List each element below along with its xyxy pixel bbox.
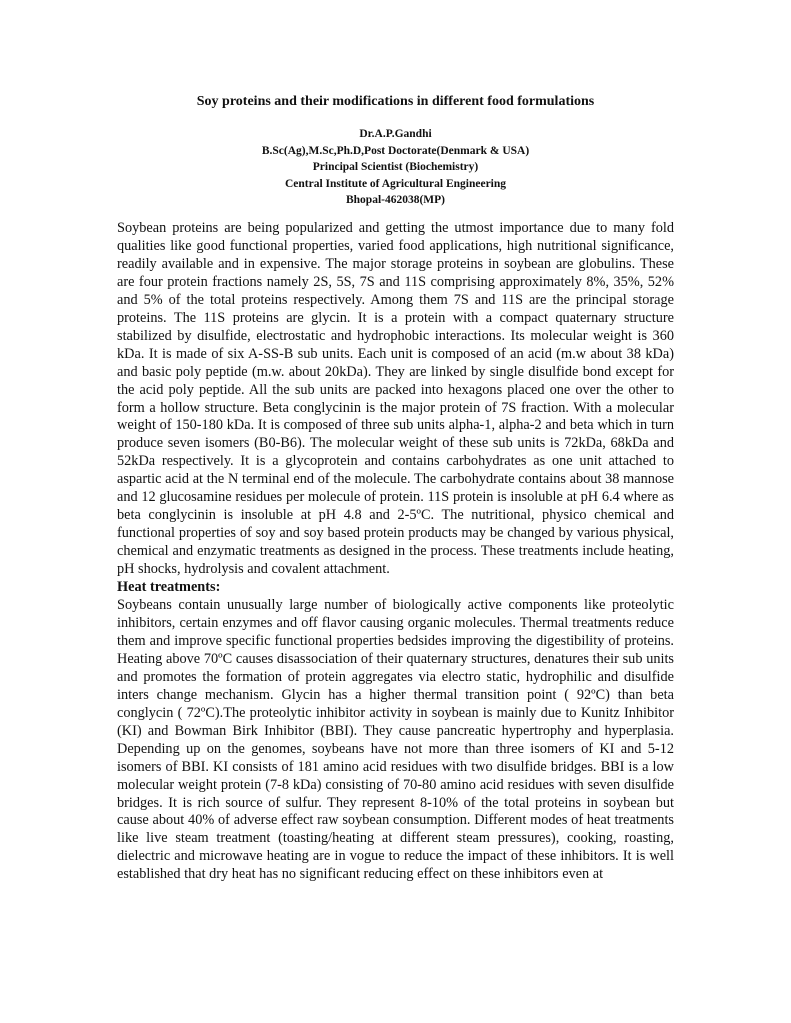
document-title: Soy proteins and their modifications in different food formulations bbox=[196, 94, 595, 109]
author-block bbox=[0, 126, 791, 209]
author-location: Bhopal-462038(MP) bbox=[345, 194, 446, 206]
body-text bbox=[117, 220, 674, 884]
author-position: Principal Scientist (Biochemistry) bbox=[312, 161, 479, 173]
section-paragraph: Soybeans contain unusually large number of biologically active components like proteolytic inhibitors, certain enzymes and off flavor causing organic molecules. Thermal treatments reduce them and improve specific functional properties bedsides improving the digestibility of proteins. Heating above 70ºC causes disassociation of their quaternary structures, denatures their sub units and promotes the formation of protein aggregates via electro static, hydrophilic and disulfide inters change mechanism. Glycin has a higher thermal transition point ( 92ºC) than beta conglycin ( 72ºC).The proteolytic inhibitor activity in soybean is mainly due to Kunitz Inhibitor (KI) and Bowman Birk Inhibitor (BBI). They cause pancreatic hypertrophy and hyperplasia. Depending up on the genomes, soybeans have not more than three isomers of KI and 5-12 isomers of BBI. KI consists of 181 amino acid residues with two disulfide bridges. BBI is a low molecular weight protein (7-8 kDa) consisting of 70-80 amino acid residues with seven disulfide bridges. It is rich source of sulfur. They represent 8-10% of the total proteins in soybean but cause about 40% of adverse effect raw soybean consumption. Different modes of heat treatments like live steam treatment (toasting/heating at different steam pressures), cooking, roasting, dielectric and microwave heating are in vogue to reduce the impact of these inhibitors. It is well established that dry heat has no significant reducing effect on these inhibitors even at bbox=[117, 597, 674, 883]
author-qualifications: B.Sc(Ag),M.Sc,Ph.D,Post Doctorate(Denmark & USA) bbox=[261, 144, 530, 157]
section-heading: Heat treatments: bbox=[117, 579, 221, 596]
author-institute: Central Institute of Agricultural Engineering bbox=[284, 177, 507, 190]
author-name: Dr.A.P.Gandhi bbox=[359, 128, 432, 140]
intro-paragraph: Soybean proteins are being popularized and getting the utmost importance due to many fold qualities like good functional properties, varied food applications, high nutritional significance, readily available and in expensive. The major storage proteins in soybean are globulins. These are four protein fractions namely 2S, 5S, 7S and 11S comprising approximately 8%, 35%, 52% and 5% of the total proteins respectively. Among them 7S and 11S are the principal storage proteins. The 11S proteins are glycin. It is a protein with a compact quaternary structure stabilized by disulfide, electrostatic and hydrophobic interactions. Its molecular weight is 360 kDa. It is made of six A-SS-B sub units. Each unit is composed of an acid (m.w about 38 kDa) and basic poly peptide (m.w. about 20kDa). They are linked by single disulfide bond except for the acid poly peptide. All the sub units are packed into hexagons placed one over the other to form a hollow structure. Beta conglycinin is the major protein of 7S fraction. With a molecular weight of 150-180 kDa. It is composed of three sub units alpha-1, alpha-2 and beta which in turn produce seven isomers (B0-B6). The molecular weight of these sub units is 72kDa, 68kDa and 52kDa respectively. It is a glycoprotein and contains carbohydrates as one unit attached to aspartic acid at the N terminal end of the molecule. The carbohydrate contains about 38 mannose and 12 glucosamine residues per molecule of protein. 11S protein is insoluble at pH 6.4 where as beta conglycinin is insoluble at pH 4.8 and 2-5ºC. The nutritional, physico chemical and functional properties of soy and soy based protein products may be changed by various physical, chemical and enzymatic treatments as designed in the process. These treatments include heating, pH shocks, hydrolysis and covalent attachment. bbox=[117, 220, 674, 578]
